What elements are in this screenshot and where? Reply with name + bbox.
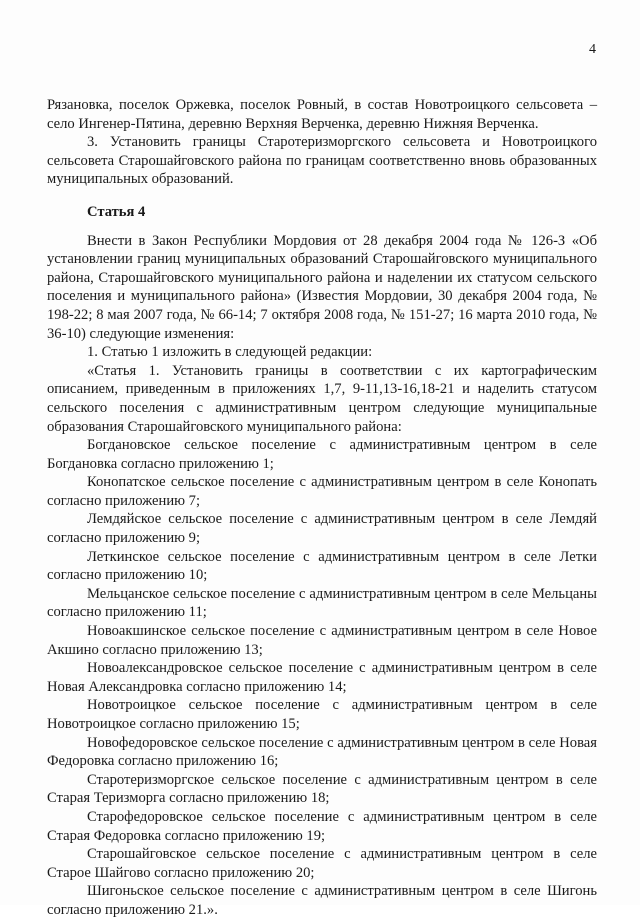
list-item: Шигоньское сельское поселение с административным центром в селе Шигонь согласно приложению 21.». — [47, 883, 597, 918]
list-item: Новофедоровское сельское поселение с административным центром в селе Новая Федоровка согласно приложению 16; — [47, 734, 597, 770]
article-quote: «Статья 1. Установить границы в соответствии с их картографическим описанием, приведенным в приложениях 1,7, 9-11,13-16,18-21 и наделить статусом сельского поселения с административным центром следующие муниципальные образования Старошайговского муниципального района: — [47, 362, 597, 435]
list-item: Новоакшинское сельское поселение с административным центром в селе Новое Акшино согласно приложению 13; — [47, 623, 597, 658]
article-paragraph-1: Внести в Закон Республики Мордовия от 28 декабря 2004 года № 126-З «Об установлении границ муниципальных образований Старошайговского муниципального района, Старошайговского муниципального района и наделении их статусом сельского поселения и муниципального района» (Известия Мордовии, 30 декабря 2004 года, № 198-22; 8 мая 2007 года, № 66-14; 7 октября 2008 года, № 151-27; 16 марта 2010 года, № 36-10) следующие изменения: — [47, 232, 597, 342]
document-body — [47, 96, 597, 920]
list-item: Мельцанское сельское поселение с административным центром в селе Мельцаны согласно приложению 11; — [47, 585, 597, 621]
intro-paragraph-2: 3. Установить границы Старотеризморгского сельсовета и Новотроицкого сельсовета Старошайговского района по границам соответственно вновь образованных муниципальных образований. — [47, 134, 597, 188]
list-item: Лемдяйское сельское поселение с административным центром в селе Лемдяй согласно приложению 9; — [47, 511, 597, 547]
list-item: Новотроицкое сельское поселение с административным центром в селе Новотроицкое согласно приложению 15; — [47, 697, 597, 732]
intro-paragraph-1: Рязановка, поселок Оржевка, поселок Ровный, в состав Новотроицкого сельсовета – село Ингенер-Пятина, деревню Верхняя Верченка, деревню Нижняя Верченка. — [47, 97, 597, 132]
list-item: Конопатское сельское поселение с административным центром в селе Конопать согласно приложению 7; — [47, 474, 597, 509]
list-item: Старофедоровское сельское поселение с административным центром в селе Старая Федоровка согласно приложению 19; — [47, 808, 597, 844]
list-item: Новоалександровское сельское поселение с административным центром в селе Новая Александровка согласно приложению 14; — [47, 660, 597, 695]
article-title: Статья 4 — [87, 203, 146, 220]
list-item: Старошайговское сельское поселение с административным центром в селе Старое Шайгово согласно приложению 20; — [47, 846, 597, 881]
page-number: 4 — [589, 42, 596, 57]
article-point-1: 1. Статью 1 изложить в следующей редакции: — [87, 344, 373, 361]
list-item: Старотеризморгское сельское поселение с административным центром в селе Старая Теризморга согласно приложению 18; — [47, 771, 597, 807]
settlement-list — [47, 436, 597, 919]
list-item: Леткинское сельское поселение с административным центром в селе Летки согласно приложению 10; — [47, 548, 597, 584]
list-item: Богдановское сельское поселение с административным центром в селе Богдановка согласно приложению 1; — [47, 437, 597, 472]
